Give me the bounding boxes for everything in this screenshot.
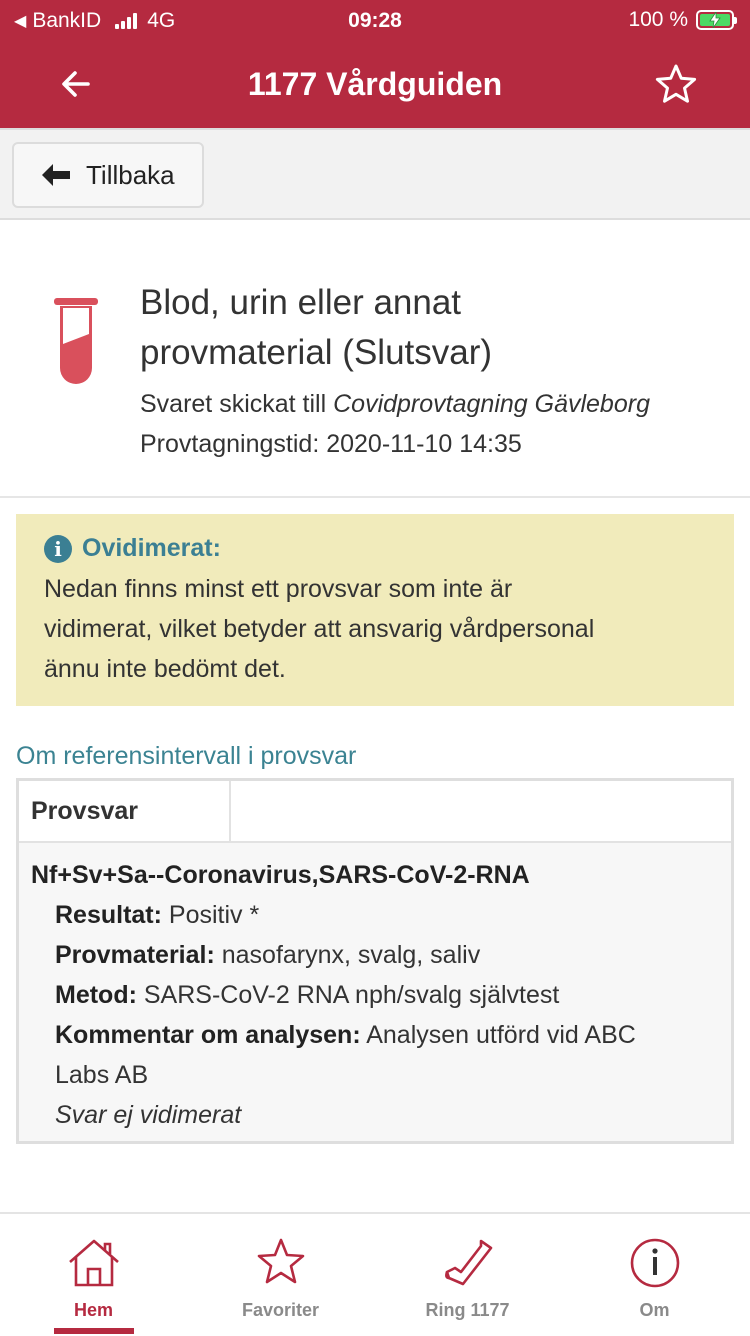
result-row <box>31 895 721 935</box>
battery-percent: 100 % <box>628 8 688 31</box>
app-title: 1177 Vårdguiden <box>247 66 503 102</box>
result-value: Positiv * <box>161 901 260 929</box>
comment-value: Analysen utförd vid ABC <box>360 1021 636 1049</box>
carrier-label: BankID <box>32 9 102 32</box>
not-verified-note: Svar ej vidimerat <box>55 1101 242 1129</box>
status-time: 09:28 <box>348 9 402 32</box>
table-header-provsvar: Provsvar <box>19 781 231 843</box>
active-tab-indicator <box>54 1328 134 1334</box>
battery-icon <box>696 10 734 30</box>
method-value: SARS-CoV-2 RNA nph/svalg självtest <box>136 981 560 1009</box>
tab-about[interactable] <box>561 1214 748 1336</box>
notice-line: Nedan finns minst ett provsvar som inte är <box>44 575 513 603</box>
comment-row <box>31 1015 721 1055</box>
material-row <box>31 935 721 975</box>
result-table <box>16 778 734 1144</box>
sample-time: Provtagningstid: 2020-11-10 14:35 <box>140 430 522 458</box>
reference-interval-link[interactable]: Om referensintervall i provsvar <box>16 742 357 770</box>
status-right <box>628 8 734 32</box>
notice-body <box>44 569 706 689</box>
tab-about-label: Om <box>639 1300 670 1320</box>
network-label: 4G <box>147 9 176 32</box>
star-icon <box>254 1238 308 1288</box>
comment-label: Kommentar om analysen: <box>55 1021 361 1049</box>
star-outline-icon[interactable] <box>654 62 698 106</box>
home-icon <box>67 1238 121 1288</box>
tab-favorites-label: Favoriter <box>241 1300 320 1320</box>
notice-line: vidimerat, vilket betyder att ansvarig vårdpersonal <box>44 615 595 643</box>
test-name: Nf+Sv+Sa--Coronavirus,SARS-CoV-2-RNA <box>31 861 530 889</box>
status-bar <box>0 0 750 40</box>
notice-line: ännu inte bedömt det. <box>44 655 286 683</box>
result-title <box>140 278 720 378</box>
arrow-left-solid-icon <box>42 164 72 186</box>
back-strip <box>0 128 750 220</box>
notice-heading <box>44 534 706 563</box>
back-button-label: Tillbaka <box>86 159 175 190</box>
top-bar <box>0 0 750 128</box>
table-header <box>19 781 731 843</box>
material-label: Provmaterial: <box>55 941 215 969</box>
method-label: Metod: <box>55 981 137 1009</box>
sent-to-recipient: Covidprovtagning Gävleborg <box>333 390 650 418</box>
sent-to-line <box>140 390 650 419</box>
back-to-app-icon[interactable]: ◀ <box>14 13 27 30</box>
material-value: nasofarynx, svalg, saliv <box>214 941 481 969</box>
result-title-line1: Blod, urin eller annat <box>140 283 462 322</box>
tab-favorites[interactable] <box>187 1214 374 1336</box>
result-header <box>0 222 750 498</box>
info-circle-icon <box>628 1238 682 1288</box>
sent-to-prefix: Svaret skickat till <box>140 390 334 418</box>
app-bar <box>0 40 750 128</box>
info-icon: i <box>44 535 72 563</box>
method-row <box>31 975 721 1015</box>
unverified-notice <box>16 514 734 706</box>
tab-call-1177[interactable] <box>374 1214 561 1336</box>
phone-icon <box>441 1238 495 1288</box>
result-label: Resultat: <box>55 901 162 929</box>
tab-home-label: Hem <box>73 1300 113 1320</box>
result-title-line2: provmaterial (Slutsvar) <box>140 333 493 372</box>
test-tube-icon <box>52 298 100 390</box>
comment-row-cont: Labs AB <box>55 1061 149 1089</box>
tab-call-label: Ring 1177 <box>425 1300 510 1320</box>
notice-title: Ovidimerat: <box>82 534 221 562</box>
bottom-nav <box>0 1212 750 1334</box>
back-button[interactable] <box>12 142 204 208</box>
table-body <box>31 855 721 1135</box>
tab-home[interactable] <box>0 1214 187 1336</box>
